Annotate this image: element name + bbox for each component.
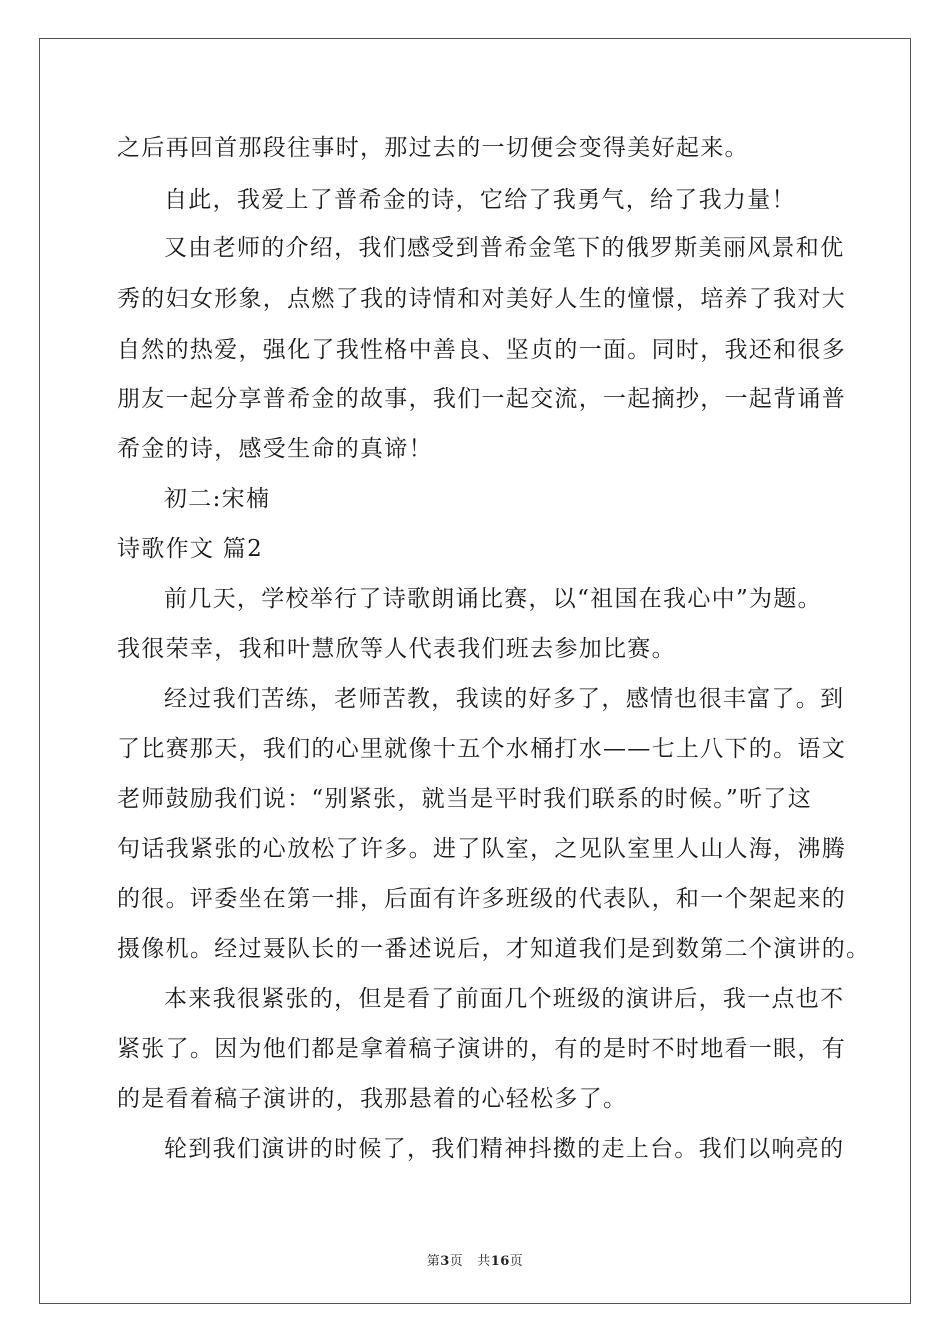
- text-line: 前几天，学校举行了诗歌朗诵比赛，以“祖国在我心中”为题。: [164, 586, 822, 612]
- text-line: 的很。评委坐在第一排，后面有许多班级的代表队，和一个架起来的: [117, 886, 846, 912]
- total-prefix: 共: [477, 1254, 491, 1269]
- text-line: 我很荣幸，我和叶慧欣等人代表我们班去参加比赛。: [117, 636, 676, 662]
- text-line: 朋友一起分享普希金的故事，我们一起交流，一起摘抄，一起背诵普: [117, 386, 846, 412]
- text-line: 自此，我爱上了普希金的诗，它给了我勇气，给了我力量！: [164, 187, 796, 213]
- text-line: 本来我很紧张的，但是看了前面几个班级的演讲后，我一点也不: [164, 986, 845, 1012]
- text-line: 自然的热爱，强化了我性格中善良、坚贞的一面。同时，我还和很多: [117, 337, 846, 363]
- text-line: 紧张了。因为他们都是拿着稿子演讲的，有的是时不时地看一眼，有: [117, 1036, 846, 1062]
- author-line: 初二:宋楠: [164, 486, 271, 512]
- text-line: 秀的妇女形象，点燃了我的诗情和对美好人生的憧憬，培养了我对大: [117, 286, 846, 312]
- text-line: 句话我紧张的心放松了许多。进了队室，之见队室里人山人海，沸腾: [117, 836, 846, 862]
- section-heading: 诗歌作文 篇2: [117, 536, 264, 562]
- text-line: 又由老师的介绍，我们感受到普希金笔下的俄罗斯美丽风景和优: [164, 235, 845, 261]
- page-border: [39, 38, 911, 1304]
- text-line: 了比赛那天，我们的心里就像十五个水桶打水——七上八下的。语文: [117, 736, 846, 762]
- text-line: 老师鼓励我们说：“别紧张，就当是平时我们联系的时候。”听了这: [117, 786, 813, 812]
- text-line: 希金的诗，感受生命的真谛！: [117, 436, 433, 462]
- total-suffix: 页: [509, 1254, 524, 1269]
- page-suffix: 页: [449, 1254, 464, 1269]
- text-line: 之后再回首那段往事时，那过去的一切便会变得美好起来。: [117, 135, 749, 161]
- text-line: 轮到我们演讲的时候了，我们精神抖擞的走上台。我们以响亮的: [164, 1136, 845, 1162]
- text-line: 经过我们苦练，老师苦教，我读的好多了，感情也很丰富了。到: [164, 686, 845, 712]
- page-prefix: 第: [426, 1254, 441, 1269]
- text-line: 摄像机。经过聂队长的一番述说后，才知道我们是到数第二个演讲的。: [117, 936, 871, 962]
- text-line: 的是看着稿子演讲的，我那悬着的心轻松多了。: [117, 1086, 628, 1112]
- page-footer: [0, 1250, 950, 1269]
- total-pages: 16: [490, 1254, 510, 1269]
- page-number: 3: [440, 1254, 450, 1269]
